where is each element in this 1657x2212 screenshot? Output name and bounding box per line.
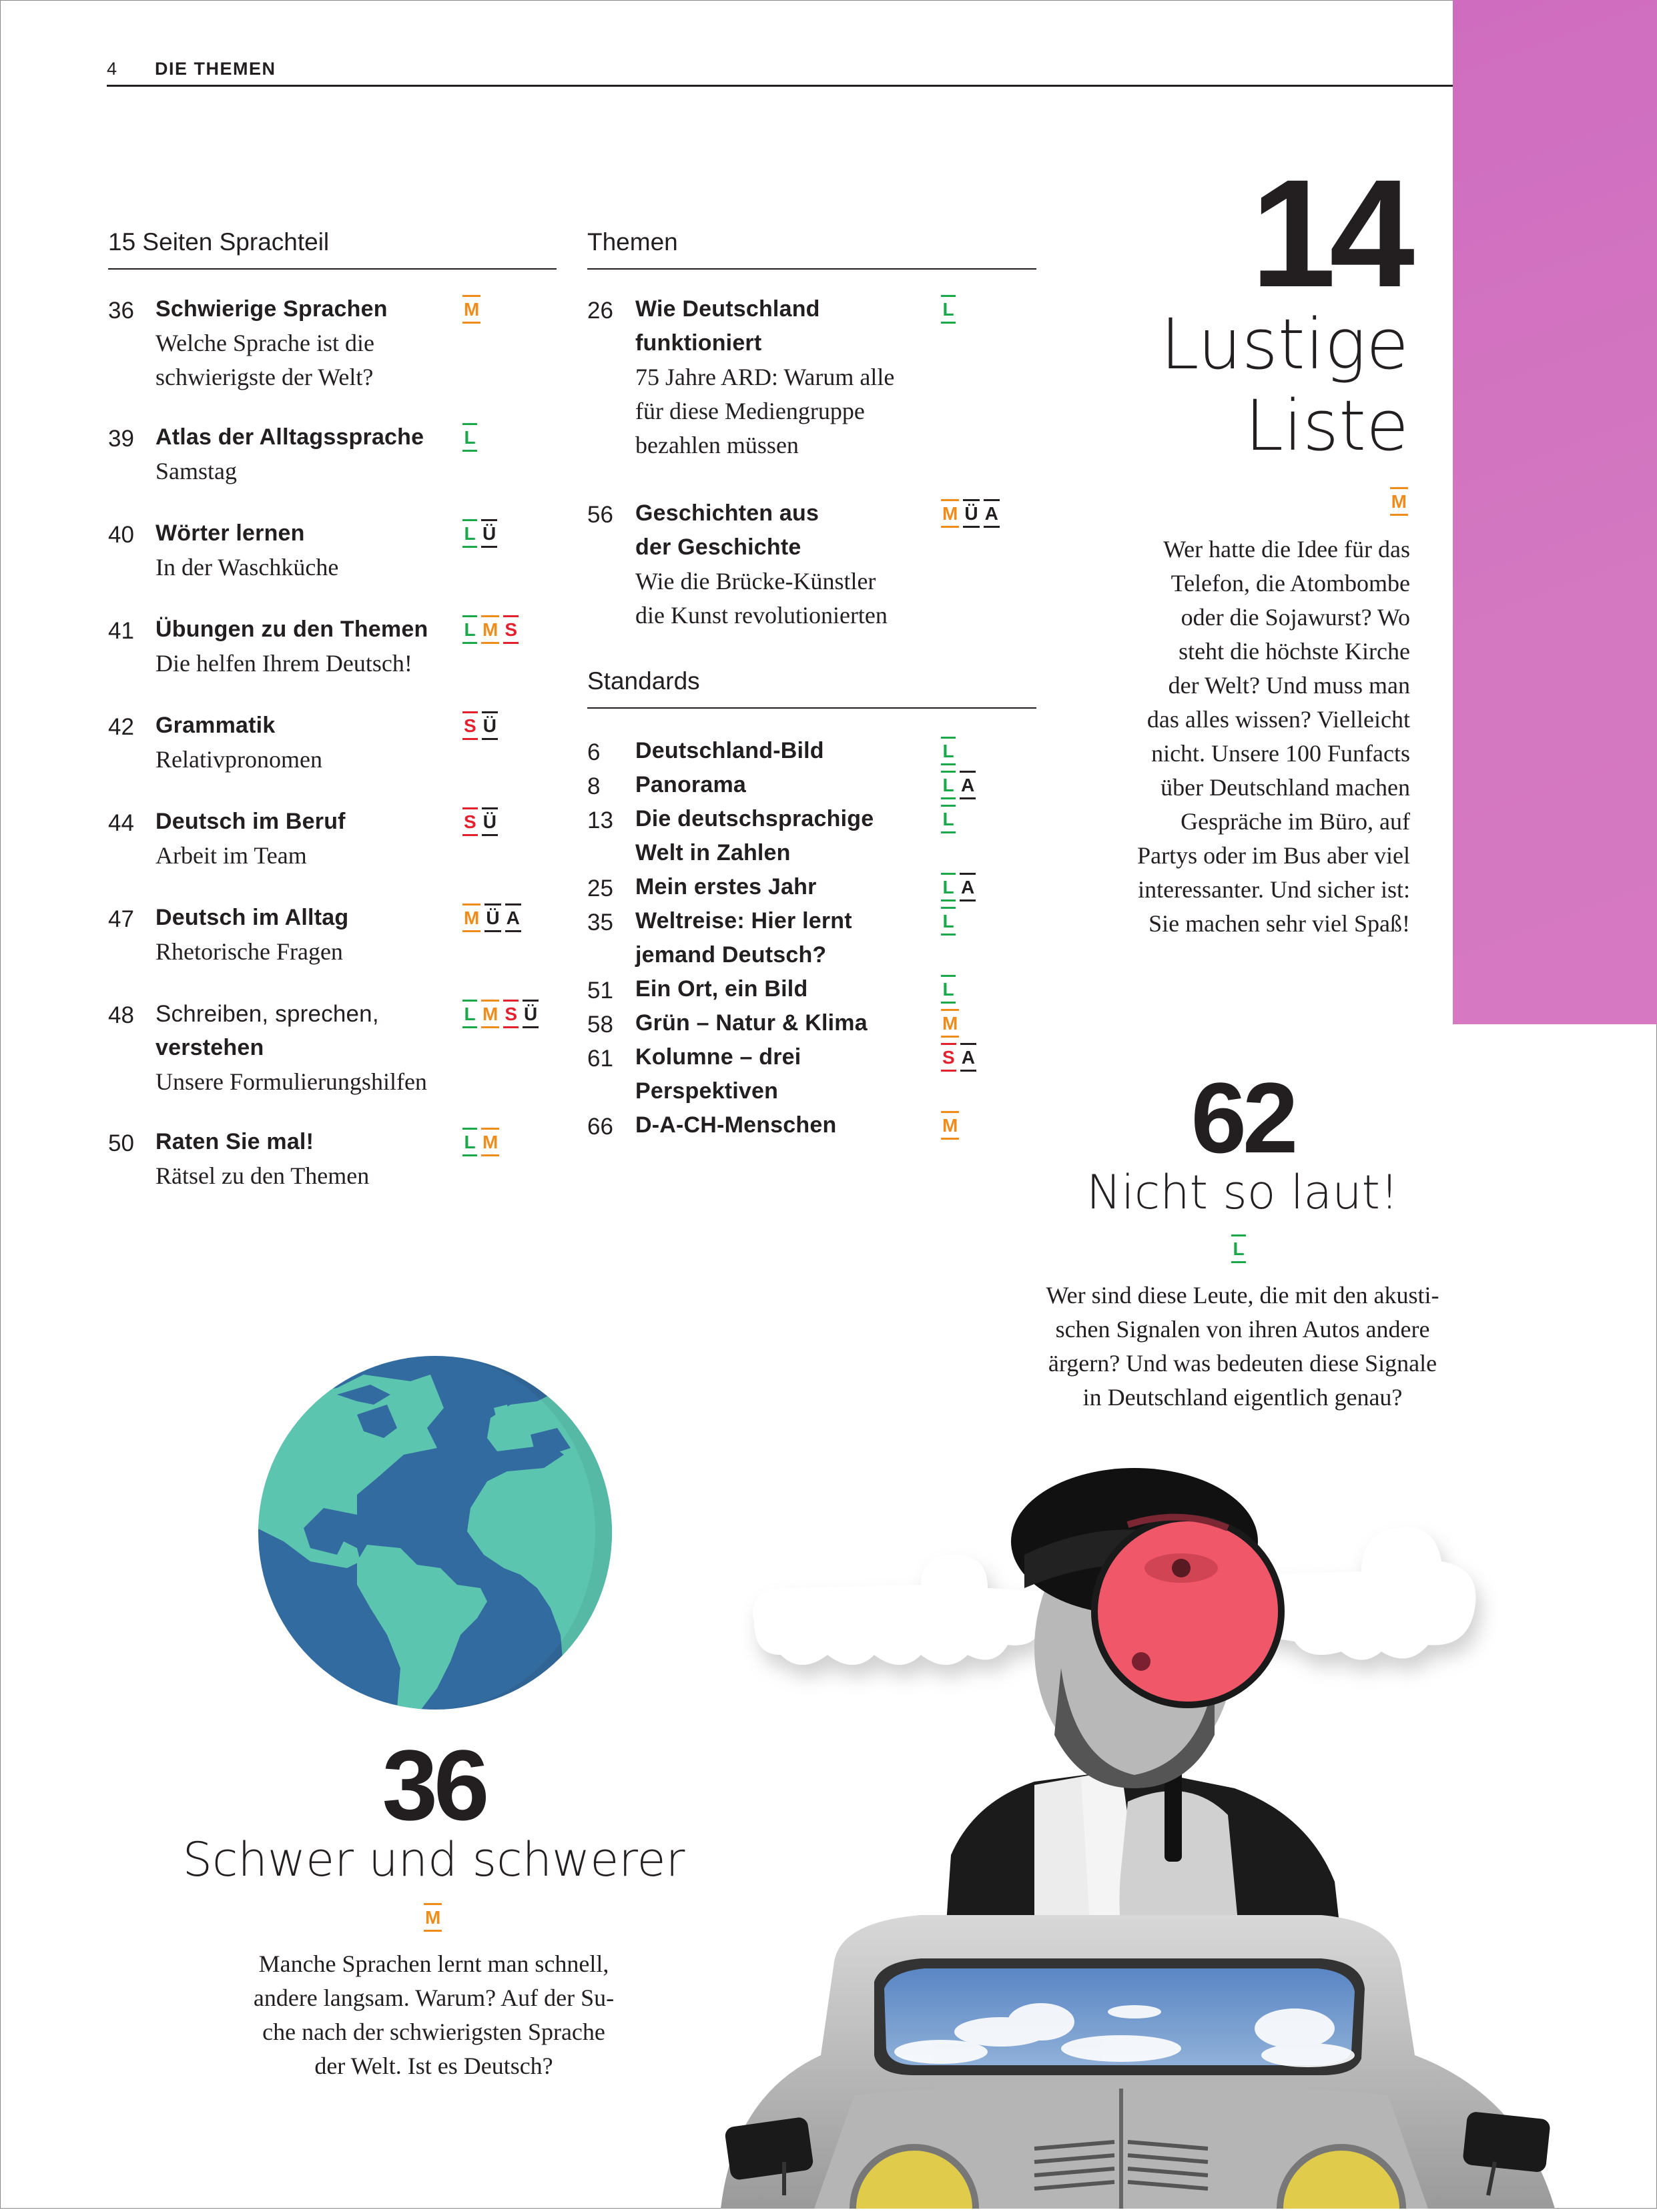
level-badge-u: Ü: [481, 519, 497, 548]
entry-page-number: 47: [108, 906, 134, 932]
entry-subtitle: Samstag: [155, 458, 237, 484]
entry-page-number: 48: [108, 1002, 134, 1028]
entry-title: Grammatik: [155, 713, 276, 738]
feature-title-schwer-und-schwerer[interactable]: Schwer und schwerer: [182, 1832, 685, 1887]
level-badge-l: L: [941, 873, 956, 901]
level-badge-a: A: [960, 1043, 976, 1072]
entry-page-number: 44: [108, 810, 134, 836]
entry-subtitle: Die helfen Ihrem Deutsch!: [155, 650, 412, 677]
entry-title: Perspektiven: [635, 1078, 779, 1104]
feature-text-line: andere langsam. Warum? Auf der Su-: [253, 1984, 615, 2011]
level-badge-s: S: [503, 615, 519, 644]
feature-text-line: Sie machen sehr viel Spaß!: [1148, 910, 1410, 937]
level-badge-m: M: [481, 1000, 499, 1028]
entry-subtitle: Welche Sprache ist die: [155, 330, 374, 356]
accent-panel: [1453, 0, 1657, 1024]
entry-page-number: 6: [587, 739, 601, 765]
level-badges: [941, 737, 956, 765]
entry-subtitle: für diese Mediengruppe: [635, 398, 865, 424]
level-badge-s: S: [941, 1043, 956, 1072]
entry-subtitle: Rhetorische Fragen: [155, 938, 343, 965]
level-badge-m: M: [941, 1009, 959, 1038]
level-badge-a: A: [984, 499, 1000, 528]
feature-text-line: interessanter. Und sicher ist:: [1138, 876, 1410, 903]
column-heading-sprachteil: 15 Seiten Sprachteil: [108, 228, 330, 256]
level-badge-u: Ü: [963, 499, 979, 528]
level-badges: [941, 295, 956, 324]
level-badges: [462, 423, 477, 452]
level-badge-l: L: [462, 1000, 477, 1028]
entry-page-number: 56: [587, 502, 613, 528]
cloud-left: [753, 1555, 1041, 1665]
feature-page-number-14[interactable]: 14: [1251, 147, 1408, 319]
entry-subtitle: bezahlen müssen: [635, 432, 799, 458]
entry-title: verstehen: [155, 1035, 264, 1060]
cloud-right: [1255, 1527, 1475, 1660]
section-title: DIE THEMEN: [155, 59, 276, 79]
level-badge-m: M: [941, 1111, 959, 1140]
feature-text-line: che nach der schwierigsten Sprache: [262, 2018, 605, 2045]
column-heading-standards: Standards: [587, 667, 700, 695]
entry-title: Deutschland-Bild: [635, 738, 824, 763]
entry-title: jemand Deutsch?: [635, 942, 827, 968]
entry-page-number: 25: [587, 875, 613, 901]
level-badges: [462, 1000, 539, 1028]
entry-title: Atlas der Alltagssprache: [155, 424, 424, 450]
level-badges: [941, 1111, 959, 1140]
entry-page-number: 50: [108, 1130, 134, 1156]
entry-page-number: 39: [108, 426, 134, 452]
level-badges: [462, 903, 521, 932]
entry-title: Wie Deutschland: [635, 296, 820, 322]
feature-text-line: der Welt? Und muss man: [1168, 672, 1410, 699]
entry-title: Mein erstes Jahr: [635, 874, 817, 899]
level-badges: [462, 1128, 499, 1156]
entry-page-number: 61: [587, 1046, 613, 1072]
column-rule: [587, 707, 1036, 709]
entry-page-number: 35: [587, 909, 613, 936]
level-badge-l: L: [941, 295, 956, 324]
entry-page-number: 36: [108, 298, 134, 324]
feature-text-line: Wer sind diese Leute, die mit den akusti-: [1046, 1282, 1439, 1309]
level-badge-s: S: [462, 711, 478, 740]
level-badge-a: A: [505, 903, 521, 932]
feature-text-line: über Deutschland machen: [1161, 774, 1410, 801]
level-badge-m: M: [462, 295, 480, 324]
level-badge-l: L: [462, 519, 477, 548]
feature-text-line: ärgern? Und was bedeuten diese Signale: [1048, 1350, 1437, 1377]
feature-description-nicht-so-laut: [976, 1278, 1510, 1415]
level-badge-l: L: [462, 1128, 477, 1156]
entry-title: Geschichten aus: [635, 500, 819, 526]
level-badges: [941, 907, 956, 936]
level-badges: [462, 519, 497, 548]
entry-title: Raten Sie mal!: [155, 1129, 314, 1154]
level-badge-m: M: [481, 615, 499, 644]
entry-title: Welt in Zahlen: [635, 840, 791, 865]
feature-page-number-36[interactable]: 36: [382, 1729, 486, 1841]
level-badges: [462, 295, 480, 324]
entry-page-number: 26: [587, 298, 613, 324]
level-badge-l: L: [941, 771, 956, 799]
entry-title: Weltreise: Hier lernt: [635, 908, 852, 934]
level-badge-l: L: [941, 907, 956, 936]
level-badges: [941, 771, 976, 799]
entry-subtitle: Rätsel zu den Themen: [155, 1162, 370, 1189]
feature-text-line: oder die Sojawurst? Wo: [1181, 604, 1410, 631]
feature-text-line: in Deutschland eigentlich genau?: [1082, 1384, 1403, 1411]
page-number: 4: [107, 59, 117, 79]
entry-page-number: 41: [108, 618, 134, 644]
feature-text-line: Manche Sprachen lernt man schnell,: [258, 1950, 609, 1977]
level-badge-s: S: [462, 807, 478, 836]
entry-title: D-A-CH-Menschen: [635, 1112, 837, 1138]
entry-title: Übungen zu den Themen: [155, 617, 428, 642]
level-badge-m: M: [1390, 487, 1408, 516]
level-badge-m: M: [481, 1128, 499, 1156]
entry-subtitle: In der Waschküche: [155, 554, 339, 581]
level-badges: [941, 873, 976, 901]
entry-page-number: 40: [108, 522, 134, 548]
entry-title: funktioniert: [635, 330, 762, 356]
level-badge-u: Ü: [523, 1000, 539, 1028]
level-badge-a: A: [960, 873, 976, 901]
header-rule: [107, 85, 1453, 87]
mirror-right: [1462, 2111, 1551, 2173]
entry-page-number: 8: [587, 773, 601, 799]
level-badge-l: L: [941, 737, 956, 765]
entry-page-number: 58: [587, 1012, 613, 1038]
feature-title-line: Liste: [1245, 385, 1409, 466]
entry-subtitle: Wie die Brücke-Künstler: [635, 568, 876, 595]
feature-level-badges: [1390, 487, 1408, 516]
entry-title: Deutsch im Alltag: [155, 905, 349, 930]
entry-subtitle: die Kunst revolutionierten: [635, 602, 888, 629]
entry-title: Deutsch im Beruf: [155, 809, 346, 834]
man-magnifier-car-collage: [721, 1455, 1657, 2209]
level-badge-l: L: [941, 975, 956, 1004]
globe-illustration: [257, 1355, 614, 1712]
level-badge-m: M: [462, 903, 480, 932]
level-badges: [941, 975, 956, 1004]
feature-text-line: das alles wissen? Vielleicht: [1146, 706, 1410, 733]
level-badge-u: Ü: [482, 807, 498, 836]
feature-text-line: Telefon, die Atombombe: [1171, 570, 1410, 597]
feature-page-number-62[interactable]: 62: [1191, 1062, 1295, 1174]
level-badges: [462, 615, 519, 644]
level-badge-a: A: [960, 771, 976, 799]
feature-description-schwer-und-schwerer: [167, 1947, 701, 2083]
entry-title: Kolumne – drei: [635, 1044, 801, 1070]
entry-title: der Geschichte: [635, 534, 801, 560]
entry-title-prefix: Schreiben, sprechen,: [155, 1001, 379, 1027]
globe-icon: [257, 1355, 614, 1712]
entry-subtitle: Arbeit im Team: [155, 842, 307, 869]
feature-text-line: nicht. Unsere 100 Funfacts: [1151, 740, 1410, 767]
feature-title-line: Lustige: [1160, 304, 1409, 385]
feature-text-line: steht die höchste Kirche: [1179, 638, 1410, 665]
entry-page-number: 13: [587, 807, 613, 833]
entry-subtitle: Relativpronomen: [155, 746, 322, 773]
level-badge-l: L: [462, 423, 477, 452]
level-badge-m: M: [941, 499, 959, 528]
feature-description-lustige-liste: [1063, 532, 1410, 941]
level-badge-l: L: [1231, 1234, 1246, 1263]
entry-title: Wörter lernen: [155, 520, 305, 546]
level-badge-s: S: [503, 1000, 519, 1028]
level-badges: [941, 1043, 976, 1072]
level-badges: [941, 805, 956, 833]
entry-subtitle: 75 Jahre ARD: Warum alle: [635, 364, 895, 390]
entry-title: Schwierige Sprachen: [155, 296, 388, 322]
level-badges: [462, 807, 498, 836]
feature-text-line: der Welt. Ist es Deutsch?: [314, 2053, 553, 2079]
column-heading-themen: Themen: [587, 228, 678, 256]
feature-level-badges: [1231, 1234, 1246, 1263]
level-badges: [462, 711, 498, 740]
feature-title-nicht-so-laut[interactable]: Nicht so laut!: [1086, 1165, 1399, 1220]
entry-page-number: 51: [587, 978, 613, 1004]
column-rule: [108, 268, 557, 270]
entry-title: Ein Ort, ein Bild: [635, 976, 808, 1002]
level-badges: [941, 1009, 959, 1038]
entry-title: Grün – Natur & Klima: [635, 1010, 868, 1036]
column-rule: [587, 268, 1036, 270]
feature-level-badges: [424, 1903, 442, 1932]
level-badge-l: L: [941, 805, 956, 833]
level-badge-u: Ü: [482, 711, 498, 740]
level-badge-l: L: [462, 615, 477, 644]
level-badge-u: Ü: [484, 903, 501, 932]
entry-page-number: 66: [587, 1114, 613, 1140]
feature-text-line: Wer hatte die Idee für das: [1163, 536, 1410, 563]
level-badges: [941, 499, 1000, 528]
feature-text-line: Gespräche im Büro, auf: [1181, 808, 1410, 835]
feature-text-line: schen Signalen von ihren Autos andere: [1055, 1316, 1430, 1343]
entry-page-number: 42: [108, 714, 134, 740]
entry-subtitle: schwierigste der Welt?: [155, 364, 374, 390]
feature-title-lustige-liste[interactable]: [1161, 304, 1409, 466]
entry-title: Die deutschsprachige: [635, 806, 874, 831]
feature-text-line: Partys oder im Bus aber viel: [1137, 842, 1410, 869]
entry-title: Panorama: [635, 772, 747, 797]
entry-subtitle: Unsere Formulierungshilfen: [155, 1068, 427, 1095]
collage-image: [721, 1455, 1657, 2209]
level-badge-m: M: [424, 1903, 442, 1932]
